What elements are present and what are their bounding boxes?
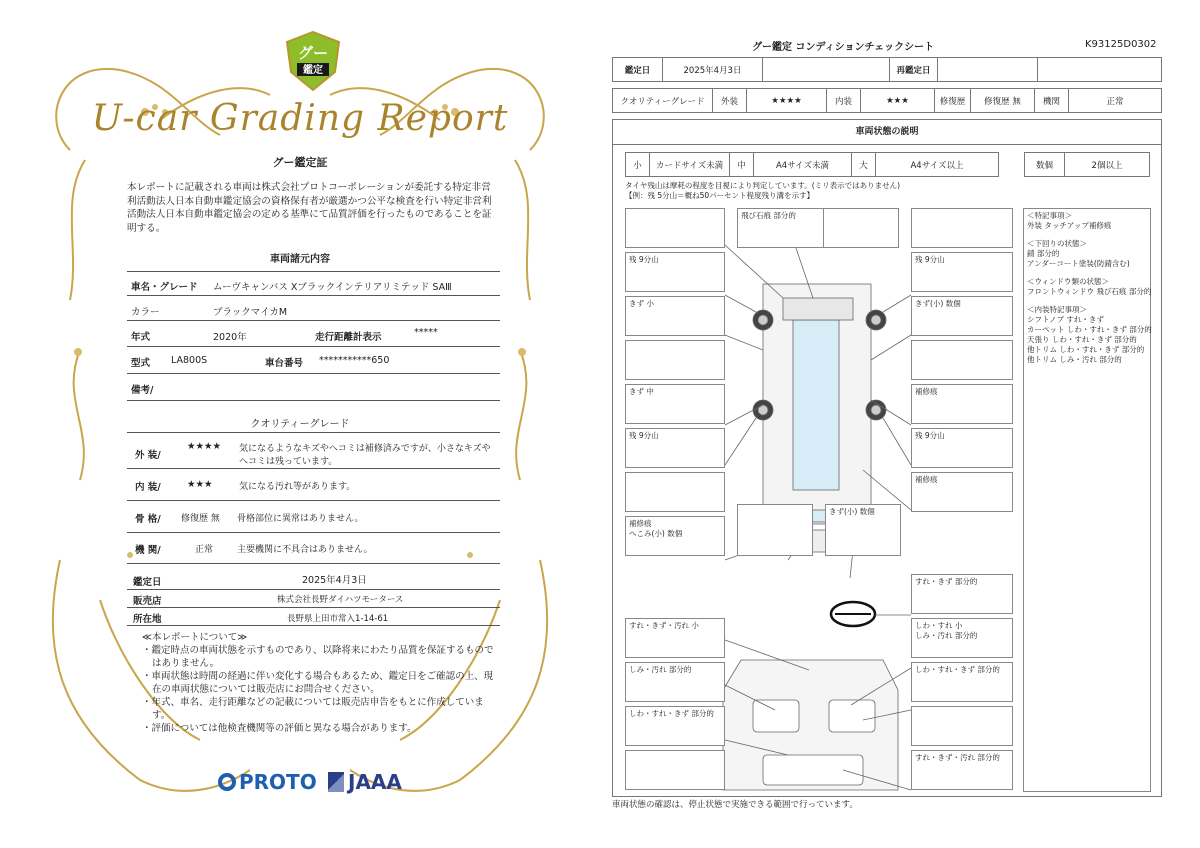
spec-row-color — [127, 296, 500, 321]
ext-box-l8-text-2: へこみ(小) 数個 — [629, 529, 683, 538]
quality-interior-stars: ★★★ — [187, 479, 213, 490]
spec-model-label: 型式 — [131, 358, 151, 369]
quality-grade-table — [612, 88, 1162, 113]
appraisal-date-table — [612, 57, 1162, 82]
count-legend-table — [1024, 152, 1150, 177]
interior-special-item: 天張り しわ・すれ・きず 部分的 — [1027, 335, 1137, 344]
int-box-l2-text: しみ・汚れ 部分的 — [629, 665, 692, 674]
quality-row-engine — [127, 533, 500, 564]
quality-exterior-text-1: 気になるようなキズやヘコミは補修済みですが、小さなキズや — [239, 444, 491, 454]
int-box-r5 — [911, 750, 1013, 790]
appraisal-date-label: 鑑定日 — [613, 58, 663, 82]
ext-box-r3 — [911, 296, 1013, 336]
quality-row-interior — [127, 469, 500, 501]
ext-box-r6-text: 残 9分山 — [915, 431, 945, 440]
ext-box-t3 — [823, 208, 899, 248]
special-value: 外装 タッチアップ補修痕 — [1027, 221, 1112, 230]
ext-box-l2 — [625, 252, 725, 292]
quality-engine-label: 機 関/ — [135, 545, 161, 556]
interior-special-item: シフトノブ すれ・きず — [1027, 315, 1104, 324]
quality-frame-label: 骨 格/ — [135, 514, 161, 525]
size-s-label: 小 — [626, 153, 650, 177]
interior-special-item: カーペット しわ・すれ・きず 部分的 — [1027, 325, 1152, 334]
dealer-label: 販売店 — [133, 596, 162, 607]
quality-exterior-label: 外 装/ — [135, 450, 161, 461]
footer-note: 車両状態の確認は、停止状態で実施できる範囲で行っています。 — [612, 800, 858, 810]
ext-box-l8 — [625, 516, 725, 556]
ext-box-l5-text: きず 中 — [629, 387, 654, 396]
int-box-r4 — [911, 706, 1013, 746]
spec-color-label: カラー — [131, 307, 160, 318]
spec-color-value: ブラックマイカM — [213, 307, 288, 318]
reappraisal-date-label: 再鑑定日 — [890, 58, 938, 82]
date-label: 鑑定日 — [133, 577, 162, 588]
size-l-desc: A4サイズ以上 — [876, 153, 999, 177]
int-box-l3-text: しわ・すれ・きず 部分的 — [629, 709, 714, 718]
underbody-value: アンダーコート塗装(防錆含む) — [1027, 259, 1130, 268]
proto-logo-mark-icon — [218, 773, 236, 791]
condition-check-sheet — [600, 0, 1200, 848]
notes-item: ・鑑定時点の車両状態を示すものであり、以降将来にわたり品質を保証するものではありません。 — [142, 645, 494, 669]
ext-box-r5-text: 補修痕 — [915, 387, 938, 396]
spec-chassis-label: 車台番号 — [265, 358, 304, 369]
ext-box-r7-text: 補修痕 — [915, 475, 938, 484]
spec-section-title: 車両諸元内容 — [270, 254, 330, 265]
spec-year-label: 年式 — [131, 332, 151, 343]
proto-logo-text: PROTO — [239, 770, 317, 794]
certificate-text: 本レポートに記載される車両は株式会社プロトコーポレーションが委託する特定非営利活動法人日本自動車鑑定協会の資格保有者が厳選かつ公平な検査を行い特定非営利活動法人日本自動車鑑定協会の定める基準にて品質評価を行ったものであることを証明する。 — [127, 182, 492, 234]
int-box-r3 — [911, 662, 1013, 702]
quality-interior-text: 気になる汚れ等があります。 — [239, 482, 356, 492]
tire-note-2: 【例：残 5分山＝概ね50パーセント程度残り溝を示す】 — [625, 191, 815, 200]
spec-mileage-label: 走行距離計表示 — [315, 332, 382, 343]
window-heading: ＜ウィンドウ類の状態＞ — [1027, 277, 1110, 286]
report-notes — [140, 631, 500, 735]
quality-interior-label: 内 装/ — [135, 482, 161, 493]
ext-box-l1 — [625, 208, 725, 248]
ext-box-r2-text: 残 9分山 — [915, 255, 945, 264]
ext-label: 外装 — [713, 89, 747, 113]
int-box-r5-text: すれ・きず・汚れ 部分的 — [915, 753, 1000, 762]
notes-item: ・年式、車名、走行距離などの記載については販売店申告をもとに作成しています。 — [142, 697, 484, 721]
special-notes-panel — [1023, 208, 1151, 792]
goo-appraisal-badge — [283, 30, 343, 92]
ext-box-l2-text: 残 9分山 — [629, 255, 659, 264]
int-value: ★★★ — [861, 89, 935, 113]
int-box-l1-text: すれ・きず・汚れ 小 — [629, 621, 699, 630]
underbody-value: 錆 部分的 — [1027, 249, 1060, 258]
sheet-code: K93125D0302 — [1085, 39, 1157, 50]
repair-label: 修復歴 — [935, 89, 971, 113]
notes-title: ≪本レポートについて≫ — [142, 632, 248, 643]
jaaa-logo-text: JAAA — [348, 770, 402, 794]
spec-name-label: 車名・グレード — [131, 282, 198, 293]
quality-frame-value: 修復歴 無 — [181, 514, 220, 524]
reappraisal-date-value — [938, 58, 1038, 82]
spec-name-value: ムーヴキャンバス Xブラックインテリアリミテッド SAⅢ — [213, 282, 452, 293]
int-box-l1 — [625, 618, 725, 658]
ext-box-t2-text: 飛び石痕 部分的 — [741, 211, 796, 220]
dealer-row — [127, 590, 500, 608]
int-label: 内装 — [827, 89, 861, 113]
spec-model-value: LA800S — [171, 355, 208, 366]
interior-special-item: 他トリム しみ・汚れ 部分的 — [1027, 355, 1122, 364]
proto-logo — [218, 770, 317, 794]
quality-row-exterior — [127, 432, 500, 469]
ext-box-l4 — [625, 340, 725, 380]
int-box-l2 — [625, 662, 725, 702]
ext-box-l3-text: きず 小 — [629, 299, 654, 308]
engine-label: 機関 — [1035, 89, 1069, 113]
quality-row-frame — [127, 501, 500, 533]
jaaa-logo — [328, 770, 402, 794]
vehicle-state-title: 車両状態の説明 — [613, 120, 1161, 145]
ext-box-r1 — [911, 208, 1013, 248]
report-title: U-car Grading Report — [91, 98, 509, 139]
int-box-r2-text-2: しみ・汚れ 部分的 — [915, 631, 978, 640]
count-label: 数個 — [1025, 153, 1065, 177]
int-box-r2 — [911, 618, 1013, 658]
ext-box-l7 — [625, 472, 725, 512]
int-box-l3 — [625, 706, 725, 746]
notes-item: ・車両状態は時間の経過に伴い変化する場合もあるため、鑑定日をご確認の上、現在の車両状態については販売店にお問合せください。 — [142, 671, 494, 695]
spec-row-year — [127, 321, 500, 347]
int-box-r1 — [911, 574, 1013, 614]
spec-row-name — [127, 271, 500, 296]
spec-row-remarks — [127, 374, 500, 401]
address-row — [127, 608, 500, 626]
badge-top-text: グー — [297, 44, 329, 62]
quality-exterior-text-2: ヘコミは残っています。 — [239, 457, 338, 467]
ext-box-b3-text: きず(小) 数個 — [829, 507, 875, 516]
ext-box-r3-text: きず(小) 数個 — [915, 299, 961, 308]
ext-value: ★★★★ — [747, 89, 827, 113]
quality-frame-text: 骨格部位に異常はありません。 — [237, 514, 364, 524]
ext-box-r7 — [911, 472, 1013, 512]
ext-box-r6 — [911, 428, 1013, 468]
quality-exterior-stars: ★★★★ — [187, 441, 222, 452]
ext-box-l8-text-1: 補修痕 — [629, 519, 652, 528]
quality-engine-text: 主要機関に不具合はありません。 — [237, 545, 373, 555]
date-value: 2025年4月3日 — [302, 575, 367, 586]
dealer-value: 株式会社長野ダイハツモータース — [277, 595, 404, 605]
int-box-r1-text: すれ・きず 部分的 — [915, 577, 978, 586]
quality-section-title: クオリティーグレード — [250, 419, 350, 430]
spec-row-model — [127, 347, 500, 374]
vehicle-state-panel — [612, 119, 1162, 797]
interior-special-heading: ＜内装特記事項＞ — [1027, 305, 1087, 314]
grade-label: クオリティーグレード — [613, 89, 713, 113]
ext-box-l6-text: 残 9分山 — [629, 431, 659, 440]
engine-value: 正常 — [1069, 89, 1162, 113]
int-box-l4 — [625, 750, 725, 790]
jaaa-logo-mark-icon — [328, 772, 344, 792]
int-box-r2-text-1: しわ・すれ 小 — [915, 621, 963, 630]
spec-chassis-value: ***********650 — [319, 355, 390, 366]
special-heading: ＜特記事項＞ — [1027, 211, 1072, 220]
count-desc: 2個以上 — [1065, 153, 1150, 177]
quality-engine-value: 正常 — [195, 545, 214, 555]
address-value: 長野県上田市常入1-14-61 — [287, 614, 389, 624]
interior-special-item: 他トリム しわ・すれ・きず 部分的 — [1027, 345, 1145, 354]
badge-bottom-text: 鑑定 — [303, 65, 323, 76]
repair-value: 修復歴 無 — [971, 89, 1035, 113]
ext-box-b2 — [737, 504, 813, 556]
spec-remarks-label: 備考/ — [131, 385, 154, 396]
ext-box-r4 — [911, 340, 1013, 380]
ext-box-l5 — [625, 384, 725, 424]
size-s-desc: カードサイズ未満 — [650, 153, 730, 177]
tire-note-1: タイヤ残山は摩耗の程度を目視により判定しています。(ミリ表示ではありません) — [625, 181, 901, 190]
ext-box-r5 — [911, 384, 1013, 424]
ext-box-l3 — [625, 296, 725, 336]
ext-box-r2 — [911, 252, 1013, 292]
notes-item: ・評価については他検査機関等の評価と異なる場合があります。 — [142, 723, 417, 734]
address-label: 所在地 — [133, 614, 162, 625]
appraisal-date-value: 2025年4月3日 — [663, 58, 763, 82]
window-value: フロントウィンドウ 飛び石痕 部分的 — [1027, 287, 1152, 296]
underbody-heading: ＜下回りの状態＞ — [1027, 239, 1087, 248]
sheet-title: グー鑑定 コンディションチェックシート — [752, 42, 935, 53]
size-m-label: 中 — [730, 153, 754, 177]
ext-box-b3 — [825, 504, 901, 556]
ext-box-l6 — [625, 428, 725, 468]
size-legend-table — [625, 152, 999, 177]
certificate-title: グー鑑定証 — [272, 156, 328, 169]
date-row — [127, 569, 500, 590]
size-m-desc: A4サイズ未満 — [754, 153, 852, 177]
spec-year-value: 2020年 — [213, 332, 247, 343]
int-box-r3-text: しわ・すれ・きず 部分的 — [915, 665, 1000, 674]
size-l-label: 大 — [852, 153, 876, 177]
blank-cell — [1038, 58, 1162, 82]
spec-mileage-value: ***** — [414, 327, 438, 338]
blank-cell — [763, 58, 890, 82]
